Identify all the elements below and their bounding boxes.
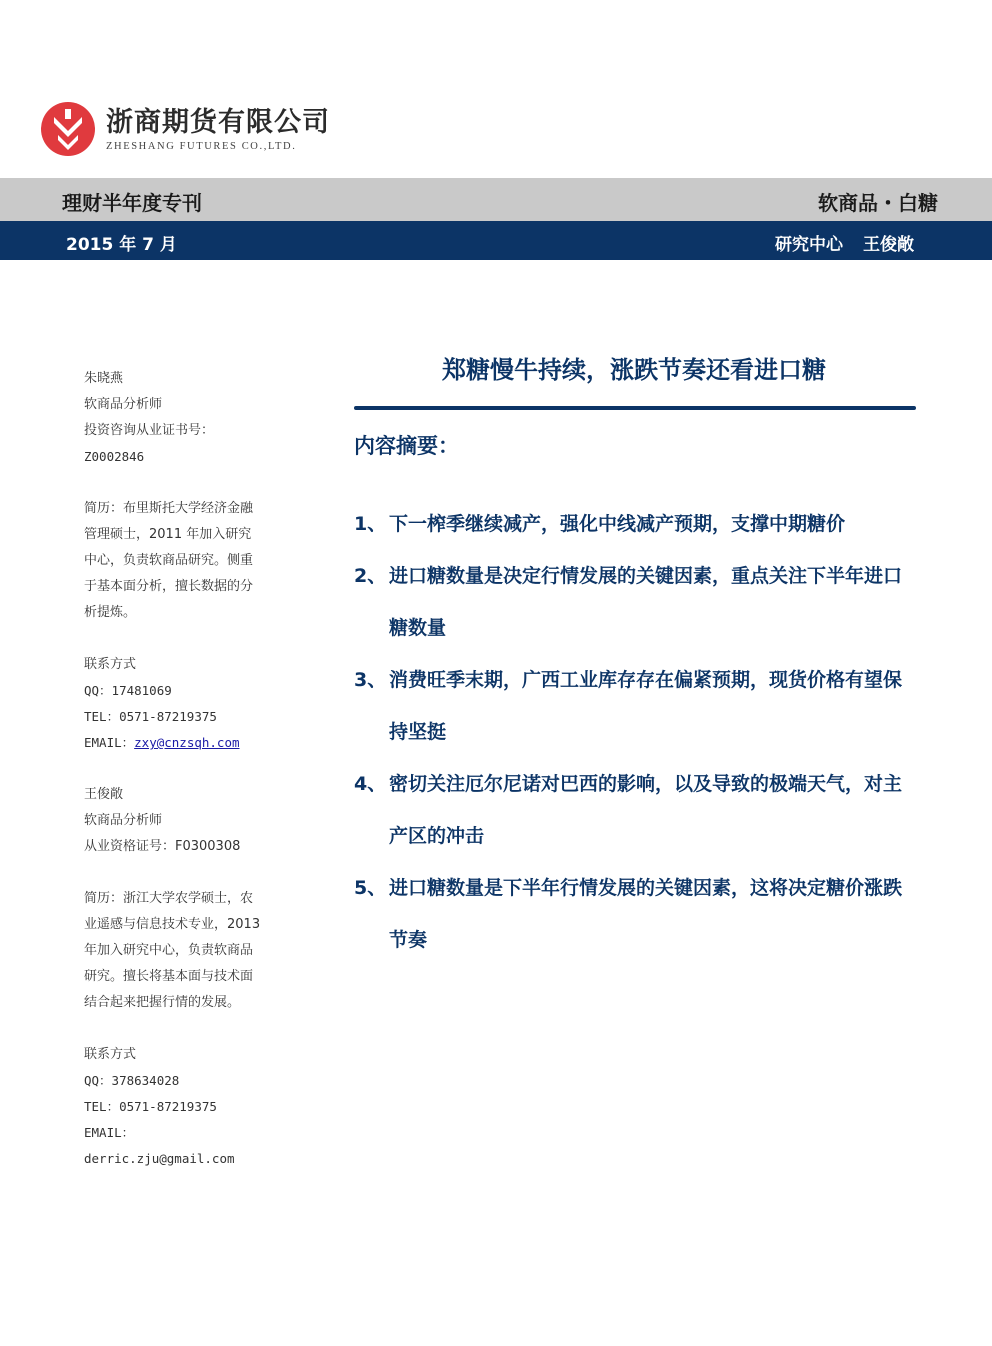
analyst1-contact-label: 联系方式 [84, 657, 137, 672]
analyst1-bio-line: 于基本面分析，擅长数据的分 [84, 579, 254, 594]
analyst1-bio-line: 中心，负责软商品研究。侧重 [84, 553, 254, 568]
analyst1-cert-no: Z0002846 [84, 449, 145, 464]
summary-point [354, 654, 916, 758]
analyst2-bio-line: 业遥感与信息技术专业，2013 [84, 917, 261, 932]
summary-point-text: 进口糖数量是决定行情发展的关键因素，重点关注下半年进口糖数量 [389, 565, 903, 639]
analyst1-bio-line: 析提炼。 [84, 605, 137, 620]
analyst1-email-row [84, 730, 284, 756]
company-logo [40, 101, 330, 157]
summary-point-number: 5、 [354, 877, 387, 899]
summary-point [354, 498, 916, 550]
analyst2-bio-line: 简历：浙江大学农学硕士，农 [84, 891, 254, 906]
report-type: 理财半年度专刊 [62, 191, 202, 215]
analyst1-bio-line: 简历：布里斯托大学经济金融 [84, 501, 254, 516]
summary-heading: 内容摘要： [354, 434, 459, 458]
report-author-info [775, 230, 914, 255]
analyst2-email-label: EMAIL： [84, 1125, 135, 1140]
summary-point-text: 消费旺季末期，广西工业库存存在偏紧预期，现货价格有望保持坚挺 [389, 669, 903, 743]
company-name-cn: 浙商期货有限公司 [106, 106, 330, 138]
analyst2-qq: QQ：378634028 [84, 1073, 180, 1088]
analyst2-info [84, 782, 284, 860]
analyst2-cert: 从业资格证号：F0300308 [84, 839, 241, 854]
analyst1-bio-line: 管理硕士，2011 年加入研究 [84, 527, 252, 542]
summary-point-number: 3、 [354, 669, 387, 691]
analyst2-bio [84, 886, 284, 1016]
analyst1-cert-label: 投资咨询从业证书号： [84, 423, 215, 438]
summary-point-text: 下一榨季继续减产，强化中线减产预期，支撑中期糖价 [389, 513, 846, 535]
company-name-en: ZHESHANG FUTURES CO.,LTD. [106, 140, 297, 152]
summary-point-number: 2、 [354, 565, 387, 587]
summary-point-text: 进口糖数量是下半年行情发展的关键因素，这将决定糖价涨跌节奏 [389, 877, 903, 951]
analyst1-email-link[interactable]: zxy@cnzsqh.com [134, 735, 240, 750]
analyst1-bio [84, 496, 284, 626]
summary-point-number: 1、 [354, 513, 387, 535]
analyst1-title: 软商品分析师 [84, 397, 163, 412]
summary-points [354, 498, 916, 966]
summary-point [354, 550, 916, 654]
summary-point-text: 密切关注厄尔尼诺对巴西的影响，以及导致的极端天气，对主产区的冲击 [389, 773, 903, 847]
analyst1-email-label: EMAIL： [84, 735, 135, 750]
analyst2-title: 软商品分析师 [84, 813, 163, 828]
report-type-band [0, 178, 992, 221]
author: 王俊敞 [863, 235, 914, 255]
analyst1-contact [84, 652, 284, 756]
report-date: 2015 年 7 月 [66, 235, 177, 255]
report-meta-band [0, 221, 992, 260]
summary-point-number: 4、 [354, 773, 387, 795]
summary-point [354, 862, 916, 966]
report-title: 郑糖慢牛持续，涨跌节奏还看进口糖 [442, 356, 826, 384]
zheshang-logo-icon [40, 101, 96, 157]
analyst1-qq: QQ：17481069 [84, 683, 172, 698]
report-category: 软商品・白糖 [818, 191, 938, 215]
analyst2-email: derric.zju@gmail.com [84, 1151, 235, 1166]
analyst2-tel: TEL：0571-87219375 [84, 1099, 217, 1114]
analyst2-contact-label: 联系方式 [84, 1047, 137, 1062]
analyst1-info [84, 366, 284, 470]
analyst2-bio-line: 结合起来把握行情的发展。 [84, 995, 241, 1010]
department: 研究中心 [775, 235, 843, 255]
analyst1-name: 朱晓燕 [84, 371, 124, 386]
summary-point [354, 758, 916, 862]
analyst2-bio-line: 年加入研究中心，负责软商品 [84, 943, 254, 958]
analyst1-tel: TEL：0571-87219375 [84, 709, 217, 724]
analyst2-bio-line: 研究。擅长将基本面与技术面 [84, 969, 254, 984]
analyst-sidebar [84, 366, 284, 1198]
title-divider [354, 406, 916, 410]
analyst2-name: 王俊敞 [84, 787, 124, 802]
analyst2-contact [84, 1042, 284, 1172]
